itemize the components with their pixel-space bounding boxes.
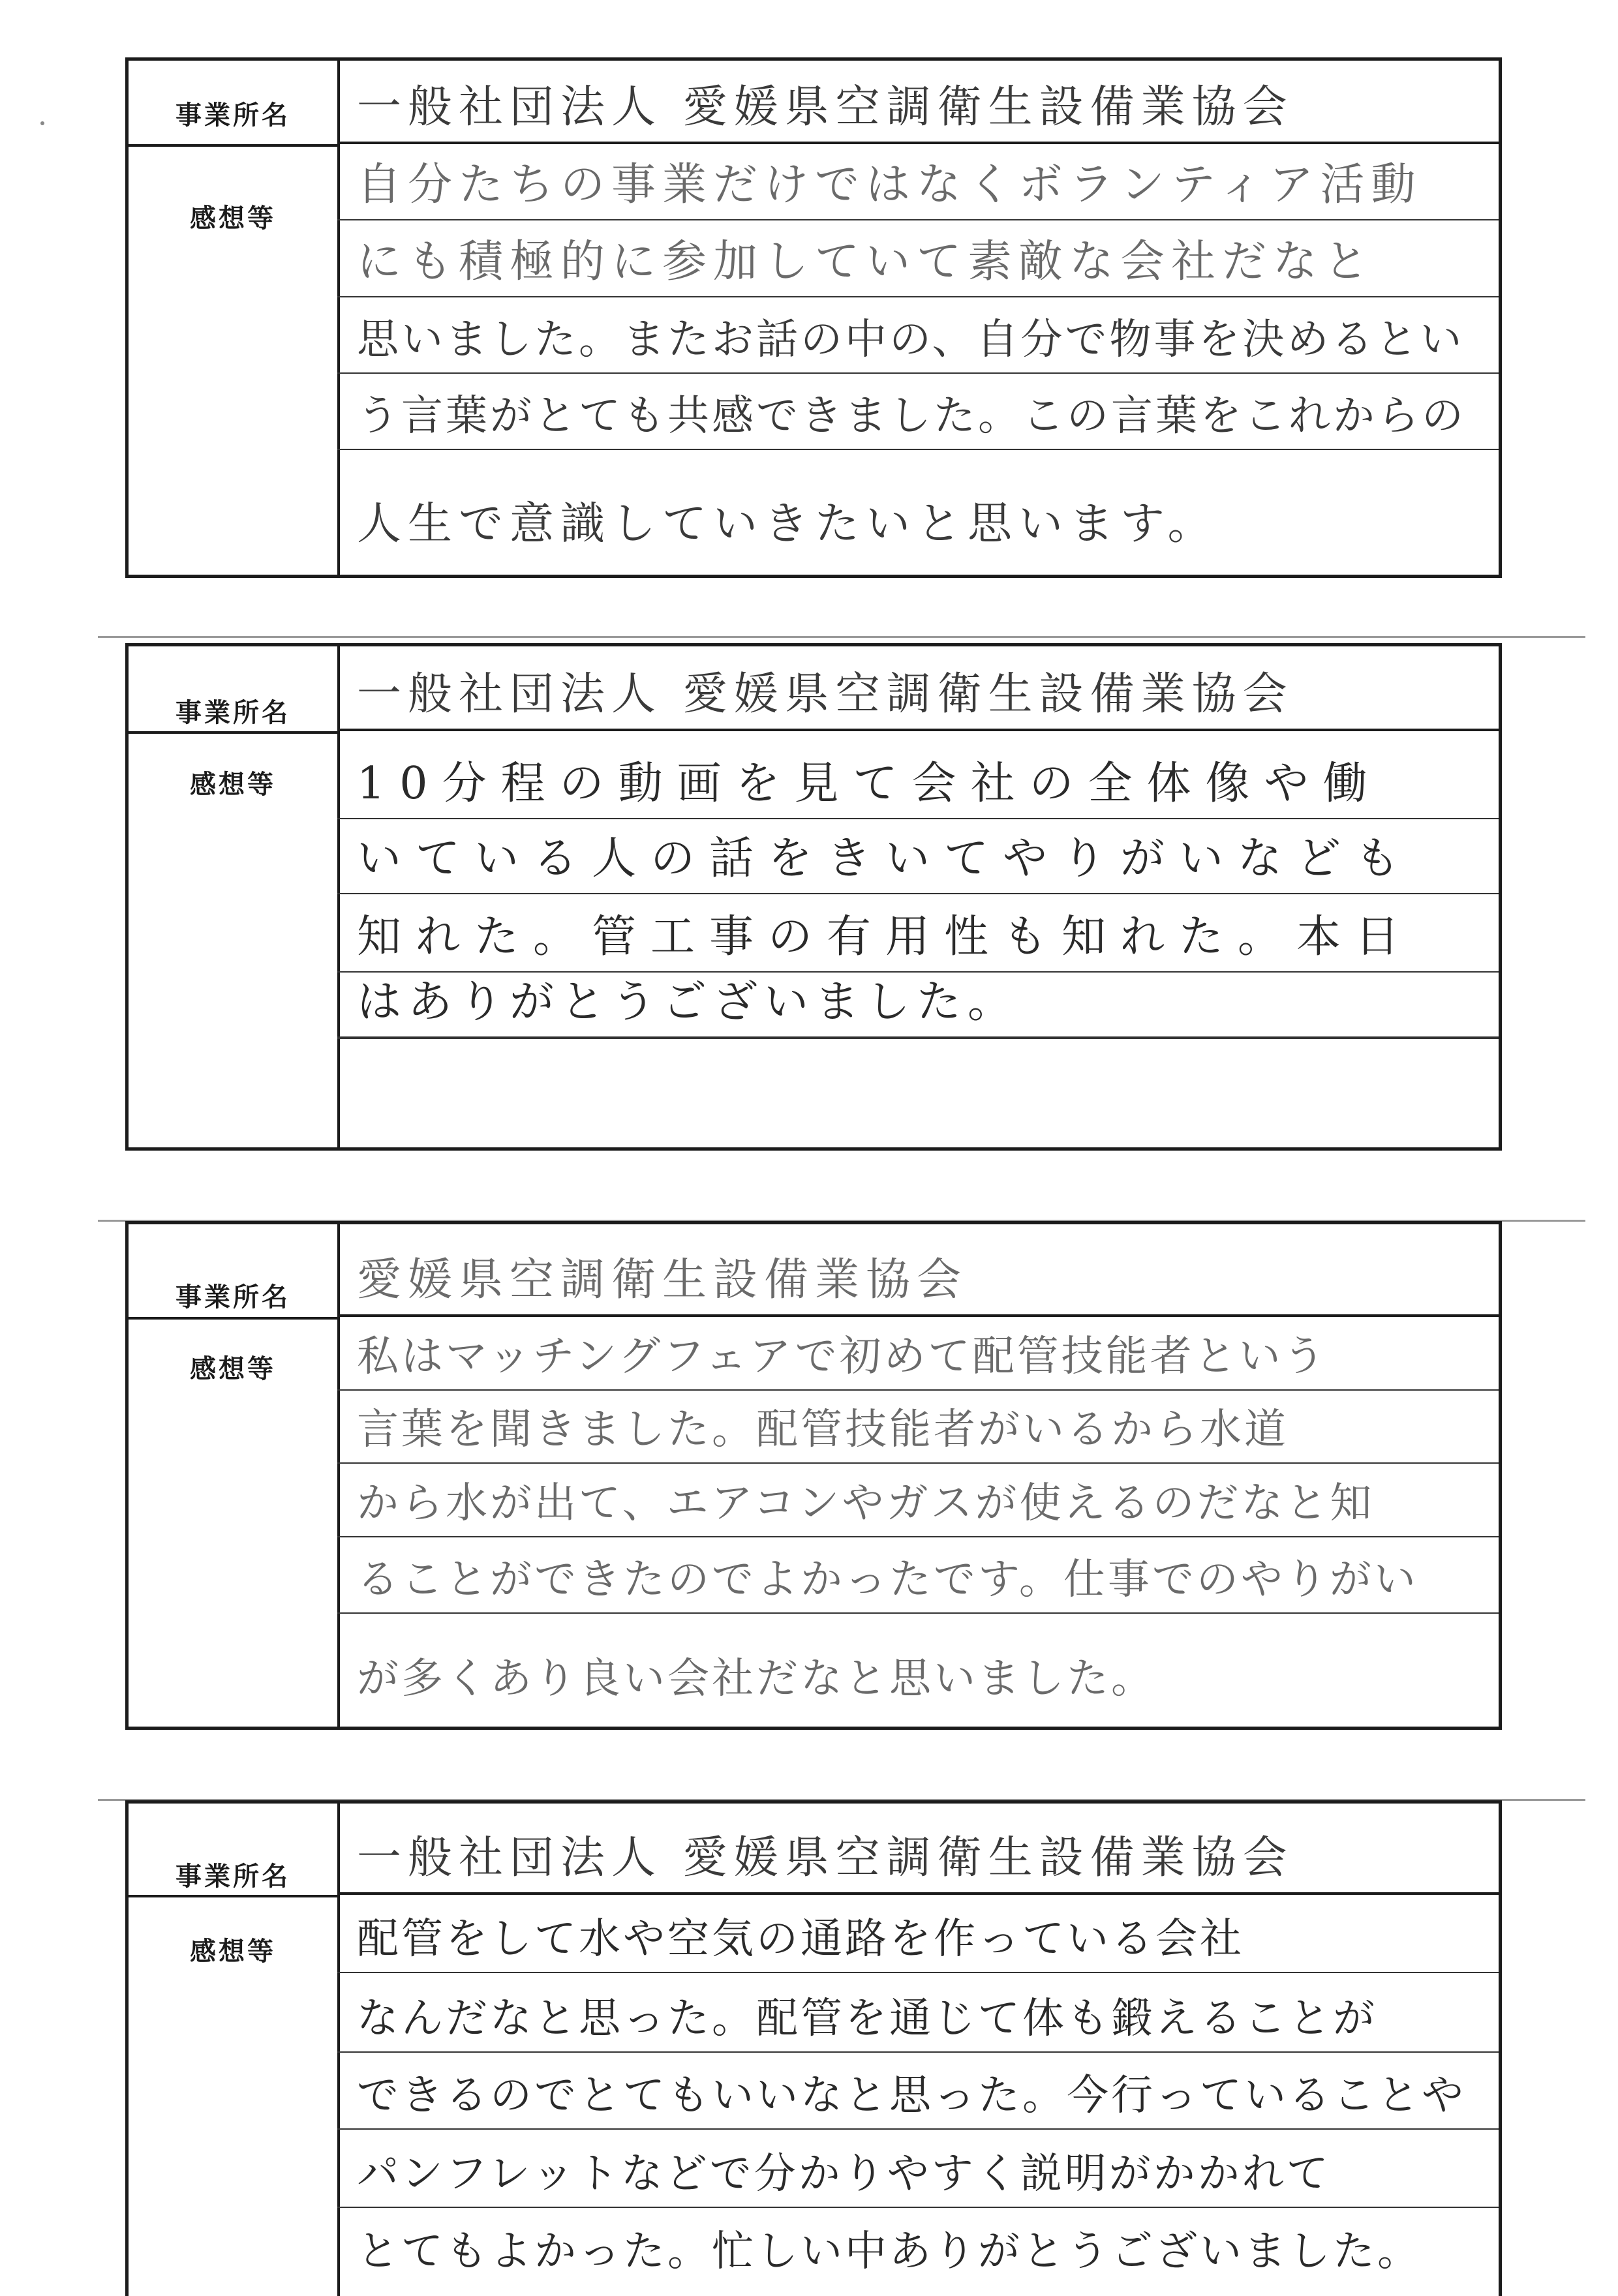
office-name-value: 一般社団法人 愛媛県空調衛生設備業協会 [357,82,1294,133]
impression-text: 思いました。またお話の中の、自分で物事を決めるとい [357,316,1465,364]
label-column [129,1224,340,1727]
label-divider [129,1317,337,1320]
impression-label: 感想等 [190,1354,276,1384]
impression-label: 感想等 [190,770,276,800]
office-name-row [337,1224,1499,1317]
impression-text: 10分程の動画を見て会社の全体像や働 [357,758,1382,809]
office-name-row [337,646,1499,731]
impression-form-3 [125,1221,1502,1730]
impression-text: にも積極的に参加していて素敵な会社だなと [357,236,1375,288]
label-column [129,1804,340,2296]
impression-line [337,2053,1499,2130]
impression-text: 知れた。管工事の有用性も知れた。本日 [357,911,1414,963]
office-name-label: 事業所名 [176,1282,290,1312]
impression-line [337,1317,1499,1391]
impression-text: はありがとうございました。 [357,976,1019,1028]
impression-line [337,2208,1499,2296]
scan-speck [40,121,44,125]
impression-form-2 [125,643,1502,1151]
impression-line [337,1973,1499,2053]
impression-text: 私はマッチングフェアで初めて配管技能者という [357,1333,1328,1381]
impression-text: なんだなと思った。配管を通じて体も鍛えることが [357,1995,1377,2043]
impression-line [337,731,1499,819]
scan-edge-line [98,636,1585,638]
office-name-label: 事業所名 [176,698,290,728]
impression-text: う言葉がとても共感できました。この言葉をこれからの [357,392,1466,440]
label-divider [129,144,337,147]
label-column [129,61,340,575]
impression-line [337,220,1499,297]
office-name-label: 事業所名 [176,1862,290,1892]
impression-text: ることができたのでよかったです。仕事でのやりがい [357,1556,1418,1604]
impression-line [337,894,1499,973]
impression-text: とてもよかった。忙しい中ありがとうございました。 [357,2228,1422,2276]
impression-text: 言葉を聞きました。配管技能者がいるから水道 [357,1406,1289,1454]
impression-line [337,374,1499,450]
impression-line [337,819,1499,894]
impression-line [337,973,1499,1038]
impression-line [337,1895,1499,1973]
impression-text: 自分たちの事業だけではなくボランティア活動 [357,159,1422,211]
impression-line [337,450,1499,578]
impression-form-1 [125,57,1502,578]
impression-line [337,1537,1499,1614]
impression-line [337,1464,1499,1537]
office-name-value: 一般社団法人 愛媛県空調衛生設備業協会 [357,669,1294,720]
impression-form-4 [125,1800,1502,2296]
office-name-row [337,1804,1499,1895]
impression-line [337,1391,1499,1464]
impression-text: いている人の話をきいてやりがいなども [357,833,1414,884]
office-name-value: 一般社団法人 愛媛県空調衛生設備業協会 [357,1832,1294,1884]
office-name-value: 愛媛県空調衛生設備業協会 [357,1254,968,1306]
impression-text: 配管をして水や空気の通路を作っている会社 [357,1915,1244,1963]
impression-line [337,1038,1499,1151]
impression-label: 感想等 [190,1937,276,1967]
impression-line [337,297,1499,374]
impression-line [337,1614,1499,1730]
label-divider [129,1895,337,1897]
impression-text: 人生で意識していきたいと思います。 [357,498,1219,550]
impression-text: が多くあり良い会社だなと思いました。 [357,1655,1155,1703]
label-column [129,646,340,1147]
impression-line [337,2130,1499,2208]
impression-text: から水が出て、エアコンやガスが使えるのだなと知 [357,1479,1375,1528]
office-name-row [337,61,1499,144]
office-name-label: 事業所名 [176,100,290,130]
label-divider [129,731,337,734]
impression-label: 感想等 [190,204,276,234]
impression-line [337,144,1499,220]
impression-text: パンフレットなどで分かりやすく説明がかかれて [357,2150,1331,2198]
impression-text: できるのでとてもいいなと思った。今行っていることや [357,2072,1466,2120]
